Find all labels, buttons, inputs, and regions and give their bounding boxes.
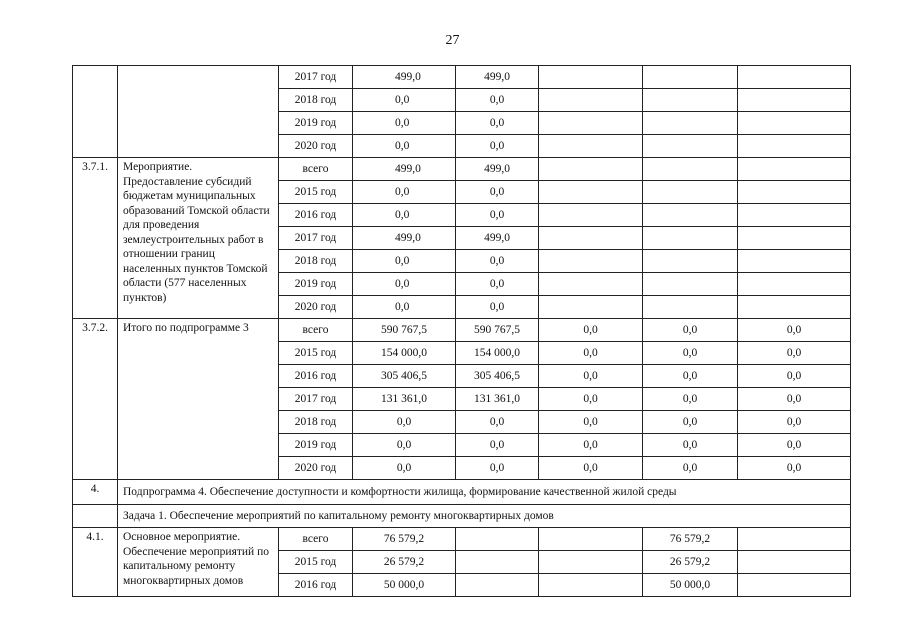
year-cell: 2015 год [279,181,353,204]
value-cell: 0,0 [539,319,643,342]
value-cell [738,574,851,597]
section-title: Подпрограмма 4. Обеспечение доступности и комфортности жилища, формирование качественной жилой среды [118,480,851,505]
row-description-cell: Итого по подпрограмме 3 [118,319,279,480]
value-cell [539,528,643,551]
value-cell: 499,0 [353,158,456,181]
year-cell: 2015 год [279,342,353,365]
value-cell: 499,0 [456,227,539,250]
value-cell: 0,0 [643,457,738,480]
value-cell: 0,0 [738,457,851,480]
value-cell: 0,0 [738,319,851,342]
value-cell: 154 000,0 [456,342,539,365]
value-cell: 0,0 [456,411,539,434]
value-cell [539,135,643,158]
value-cell [738,135,851,158]
value-cell [643,158,738,181]
row-number-cell: 4. [73,480,118,505]
value-cell: 0,0 [353,273,456,296]
value-cell: 131 361,0 [456,388,539,411]
value-cell: 50 000,0 [643,574,738,597]
year-cell: 2017 год [279,66,353,89]
year-cell: 2018 год [279,250,353,273]
value-cell [643,66,738,89]
value-cell: 0,0 [456,181,539,204]
value-cell: 0,0 [738,365,851,388]
task-title: Задача 1. Обеспечение мероприятий по капитальному ремонту многоквартирных домов [118,505,851,528]
value-cell: 0,0 [539,434,643,457]
value-cell: 0,0 [353,250,456,273]
task-row [73,505,851,528]
value-cell [738,296,851,319]
value-cell: 0,0 [456,250,539,273]
value-cell [539,273,643,296]
value-cell [539,89,643,112]
value-cell: 0,0 [738,411,851,434]
value-cell: 0,0 [643,411,738,434]
value-cell [456,574,539,597]
value-cell: 0,0 [539,388,643,411]
value-cell: 499,0 [353,66,456,89]
row-number-cell: 3.7.1. [73,158,118,319]
value-cell [456,551,539,574]
value-cell: 76 579,2 [353,528,456,551]
year-cell: 2019 год [279,273,353,296]
value-cell [738,528,851,551]
value-cell: 0,0 [643,365,738,388]
value-cell: 305 406,5 [456,365,539,388]
value-cell [539,112,643,135]
value-cell [643,112,738,135]
value-cell [738,158,851,181]
value-cell [643,89,738,112]
value-cell: 0,0 [353,181,456,204]
value-cell [539,181,643,204]
value-cell: 50 000,0 [353,574,456,597]
value-cell: 305 406,5 [353,365,456,388]
value-cell: 0,0 [738,434,851,457]
value-cell: 499,0 [456,66,539,89]
value-cell [456,528,539,551]
value-cell: 0,0 [353,204,456,227]
value-cell: 0,0 [456,135,539,158]
year-cell: всего [279,158,353,181]
value-cell: 0,0 [456,296,539,319]
value-cell [643,227,738,250]
value-cell: 0,0 [539,342,643,365]
value-cell [738,227,851,250]
year-cell: 2017 год [279,388,353,411]
row-description-cell: Основное мероприятие. Обеспечение мероприятий по капитальному ремонту многоквартирных домов [118,528,279,597]
row-number-cell [73,66,118,158]
table-row [73,66,851,89]
value-cell: 0,0 [456,112,539,135]
value-cell: 154 000,0 [353,342,456,365]
value-cell: 0,0 [643,388,738,411]
row-number-cell: 3.7.2. [73,319,118,480]
value-cell [738,273,851,296]
year-cell: всего [279,319,353,342]
value-cell: 499,0 [456,158,539,181]
value-cell: 0,0 [353,112,456,135]
value-cell [738,112,851,135]
value-cell: 0,0 [456,273,539,296]
year-cell: 2020 год [279,135,353,158]
year-cell: 2018 год [279,411,353,434]
value-cell [539,296,643,319]
value-cell: 26 579,2 [353,551,456,574]
value-cell: 0,0 [539,457,643,480]
value-cell [738,89,851,112]
year-cell: 2020 год [279,296,353,319]
value-cell [643,273,738,296]
year-cell: 2017 год [279,227,353,250]
table-row [73,528,851,551]
value-cell: 0,0 [353,89,456,112]
row-description-cell: Мероприятие. Предоставление субсидий бюджетам муниципальных образований Томской области для проведения землеустроительных работ в отношении границ населенных пунктов Томской области (577 населенных пунктов) [118,158,279,319]
value-cell [643,296,738,319]
year-cell: 2016 год [279,365,353,388]
value-cell [643,204,738,227]
value-cell [738,551,851,574]
value-cell: 0,0 [353,296,456,319]
value-cell: 0,0 [456,457,539,480]
year-cell: 2016 год [279,574,353,597]
value-cell: 0,0 [353,411,456,434]
value-cell: 76 579,2 [643,528,738,551]
year-cell: 2020 год [279,457,353,480]
value-cell [643,181,738,204]
value-cell: 0,0 [643,319,738,342]
value-cell: 0,0 [539,411,643,434]
row-number-cell [73,505,118,528]
table-row [73,319,851,342]
row-number-cell: 4.1. [73,528,118,597]
year-cell: 2015 год [279,551,353,574]
value-cell [738,181,851,204]
value-cell [539,227,643,250]
section-row [73,480,851,505]
row-description-cell [118,66,279,158]
value-cell [539,158,643,181]
value-cell [539,574,643,597]
year-cell: 2018 год [279,89,353,112]
value-cell: 0,0 [456,434,539,457]
year-cell: 2016 год [279,204,353,227]
value-cell [539,250,643,273]
value-cell: 0,0 [353,434,456,457]
budget-table [72,65,851,597]
value-cell [738,250,851,273]
year-cell: всего [279,528,353,551]
value-cell: 0,0 [738,388,851,411]
value-cell: 0,0 [456,89,539,112]
year-cell: 2019 год [279,112,353,135]
value-cell: 26 579,2 [643,551,738,574]
value-cell: 590 767,5 [456,319,539,342]
value-cell: 0,0 [643,342,738,365]
value-cell [738,204,851,227]
value-cell [643,250,738,273]
value-cell: 590 767,5 [353,319,456,342]
value-cell: 0,0 [353,135,456,158]
page-number: 27 [445,33,460,48]
value-cell [738,66,851,89]
value-cell: 0,0 [643,434,738,457]
value-cell [643,135,738,158]
table-row [73,158,851,181]
value-cell: 0,0 [539,365,643,388]
value-cell: 0,0 [738,342,851,365]
value-cell: 0,0 [456,204,539,227]
year-cell: 2019 год [279,434,353,457]
value-cell [539,66,643,89]
value-cell: 131 361,0 [353,388,456,411]
value-cell [539,551,643,574]
value-cell: 0,0 [353,457,456,480]
value-cell [539,204,643,227]
value-cell: 499,0 [353,227,456,250]
